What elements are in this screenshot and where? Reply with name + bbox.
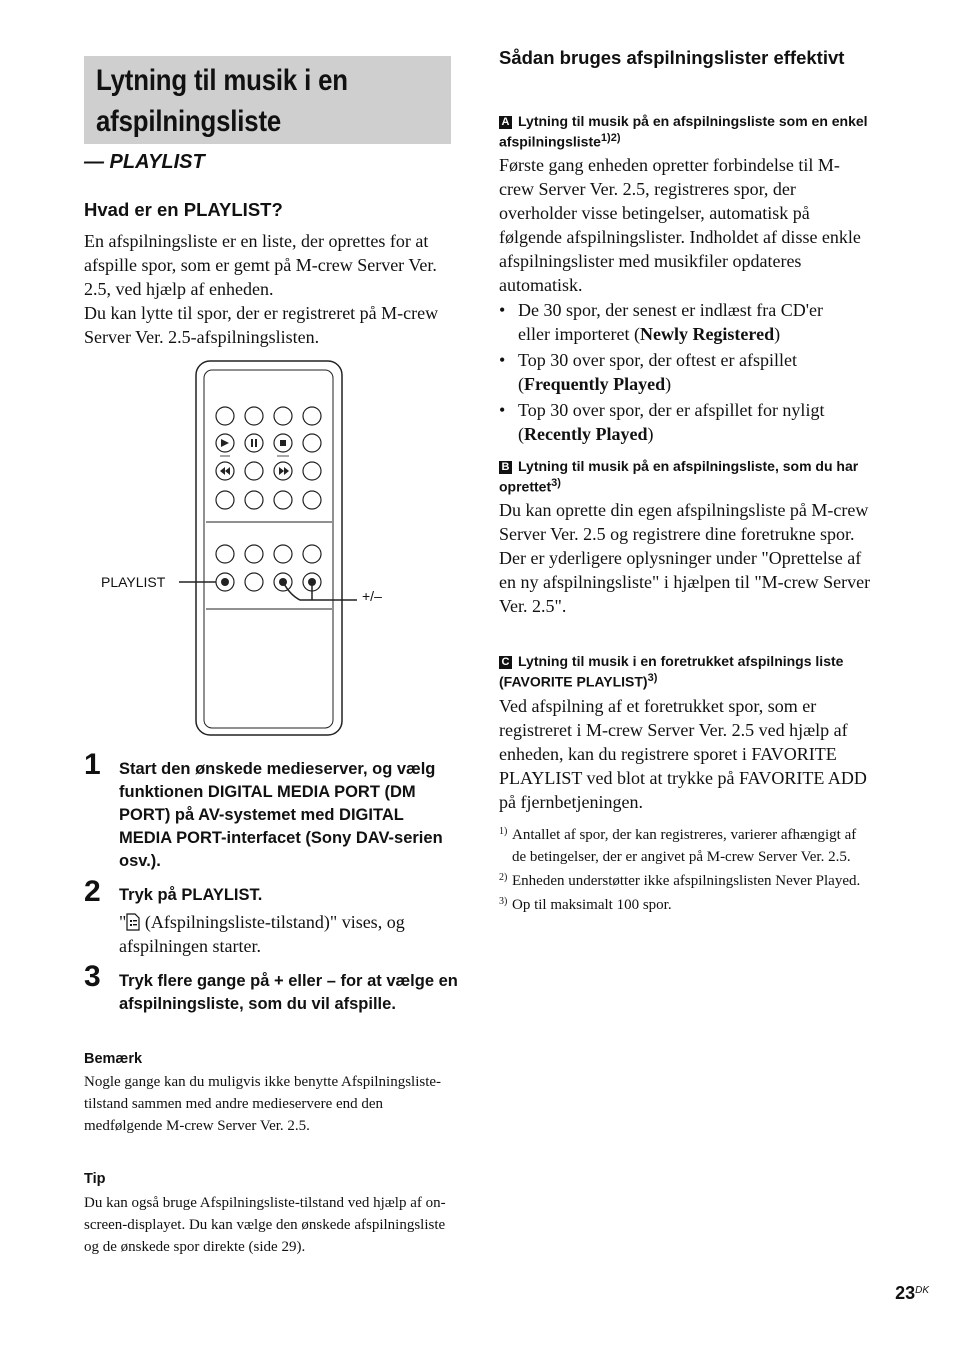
note-heading: Bemærk	[84, 1051, 143, 1067]
figure-label-playlist: PLAYLIST	[101, 574, 166, 590]
step-2-detail-open: "	[119, 912, 127, 932]
footnote-2: 2) Enheden understøtter ikke afspilningslisten Never Played.	[499, 872, 861, 889]
subsection-c-sup: 3)	[647, 672, 658, 684]
subsection-b-sup: 3)	[551, 477, 561, 489]
step-2-number: 2	[84, 875, 101, 908]
footnote-3: 3) Op til maksimalt 100 spor.	[499, 896, 672, 913]
step-3-text: Tryk flere gange på + eller – for at vælge en afspilningsliste, som du vil afspille.	[119, 972, 458, 1013]
subsection-b-paragraph-1: Du kan oprette din egen afspilningsliste på M-crew Server Ver. 2.5 og registrere dine foretrukne spor.	[499, 500, 869, 544]
tip-heading: Tip	[84, 1171, 106, 1187]
section-heading-what-is-playlist: Hvad er en PLAYLIST?	[84, 199, 283, 220]
note-text: Nogle gange kan du muligvis ikke benytte Afspilningsliste-tilstand sammen med andre medieservere end den medfølgende M-crew Server Ver. 2.5.	[84, 1074, 442, 1134]
figure-label-plus-minus: +/–	[362, 588, 382, 604]
subsection-c-title: Lytning til musik i en foretrukket afspilnings liste (FAVORITE PLAYLIST)	[499, 653, 844, 690]
subsection-b-heading	[499, 458, 874, 496]
step-2-text: Tryk på PLAYLIST.	[119, 886, 263, 904]
footnote-1: 1) Antallet af spor, der kan registreres, varierer afhængigt af de betingelser, der er angivet på M-crew Server Ver. 2.5.	[499, 826, 857, 865]
page-subtitle: — PLAYLIST	[84, 151, 205, 173]
footnotes	[499, 824, 871, 916]
intro-text	[84, 229, 456, 349]
subsection-a-text: Første gang enheden opretter forbindelse til M-crew Server Ver. 2.5, registreres spor, der overholder visse betingelser, automatisk på følgende afspilningslister. Indholdet af disse enkle afspilningslister med musikfiler opdateres automatisk.	[499, 155, 861, 295]
step-3-number: 3	[84, 960, 101, 993]
subsection-a-heading	[499, 113, 874, 151]
subsection-b-text	[499, 498, 871, 618]
auto-playlist-list	[499, 298, 855, 448]
list-item: • Top 30 over spor, der oftest er afspillet (Frequently Played)	[499, 348, 855, 396]
subsection-c-text: Ved afspilning af et foretrukket spor, som er registreret i M-crew Server Ver. 2.5 ved hjælp af enheden, kan du registrere sporet i FAVORITE PLAYLIST ved blot at trykke på FAVORITE ADD på fjernbetjeningen.	[499, 696, 867, 812]
subsection-a-sup: 1)2)	[600, 132, 621, 144]
remote-control-illustration	[95, 360, 395, 740]
subsection-b-title: Lytning til musik på en afspilningsliste, som du har oprettet	[499, 458, 859, 495]
letter-b-badge: B	[499, 461, 512, 474]
playlist-mode-icon	[126, 913, 140, 931]
step-1-text: Start den ønskede medieserver, og vælg funktionen DIGITAL MEDIA PORT (DM PORT) på AV-systemet med DIGITAL MEDIA PORT-interfacet (Sony DAV-serien osv.).	[119, 760, 443, 870]
intro-paragraph-1: En afspilningsliste er en liste, der oprettes for at afspille spor, som er gemt på M-crew Server Ver. 2.5, ved hjælp af enheden.	[84, 231, 437, 299]
subsection-a-title: Lytning til musik på en afspilningsliste som en enkel afspilningsliste	[499, 113, 868, 150]
list-item: • De 30 spor, der senest er indlæst fra CD'er eller importeret (Newly Registered)	[499, 298, 855, 346]
intro-paragraph-2: Du kan lytte til spor, der er registreret på M-crew Server Ver. 2.5-afspilningslisten.	[84, 303, 439, 347]
page-title-box	[84, 56, 451, 144]
section-heading-effective-use: Sådan bruges afspilningslister effektivt	[499, 47, 845, 68]
page-title: Lytning til musik i en afspilningsliste	[96, 64, 348, 138]
list-item: • Top 30 over spor, der er afspillet for nyligt (Recently Played)	[499, 398, 855, 446]
step-1-number: 1	[84, 748, 101, 781]
letter-a-badge: A	[499, 116, 512, 129]
letter-c-badge: C	[499, 656, 512, 669]
subsection-c-heading	[499, 653, 874, 691]
page-number: $23^{DK}$	[895, 1283, 929, 1303]
tip-text: Du kan også bruge Afspilningsliste-tilstand ved hjælp af on-screen-displayet. Du kan vælge den ønskede afspilningsliste og de ønskede spor direkte (side 29).	[84, 1195, 446, 1255]
step-2-detail-rest: (Afspilningsliste-tilstand)" vises, og afspilningen starter.	[119, 912, 405, 956]
step-2-detail	[119, 910, 454, 958]
subsection-b-paragraph-2: Der er yderligere oplysninger under "Oprettelse af en ny afspilningsliste" i hjælpen til "M-crew Server Ver. 2.5".	[499, 548, 871, 616]
